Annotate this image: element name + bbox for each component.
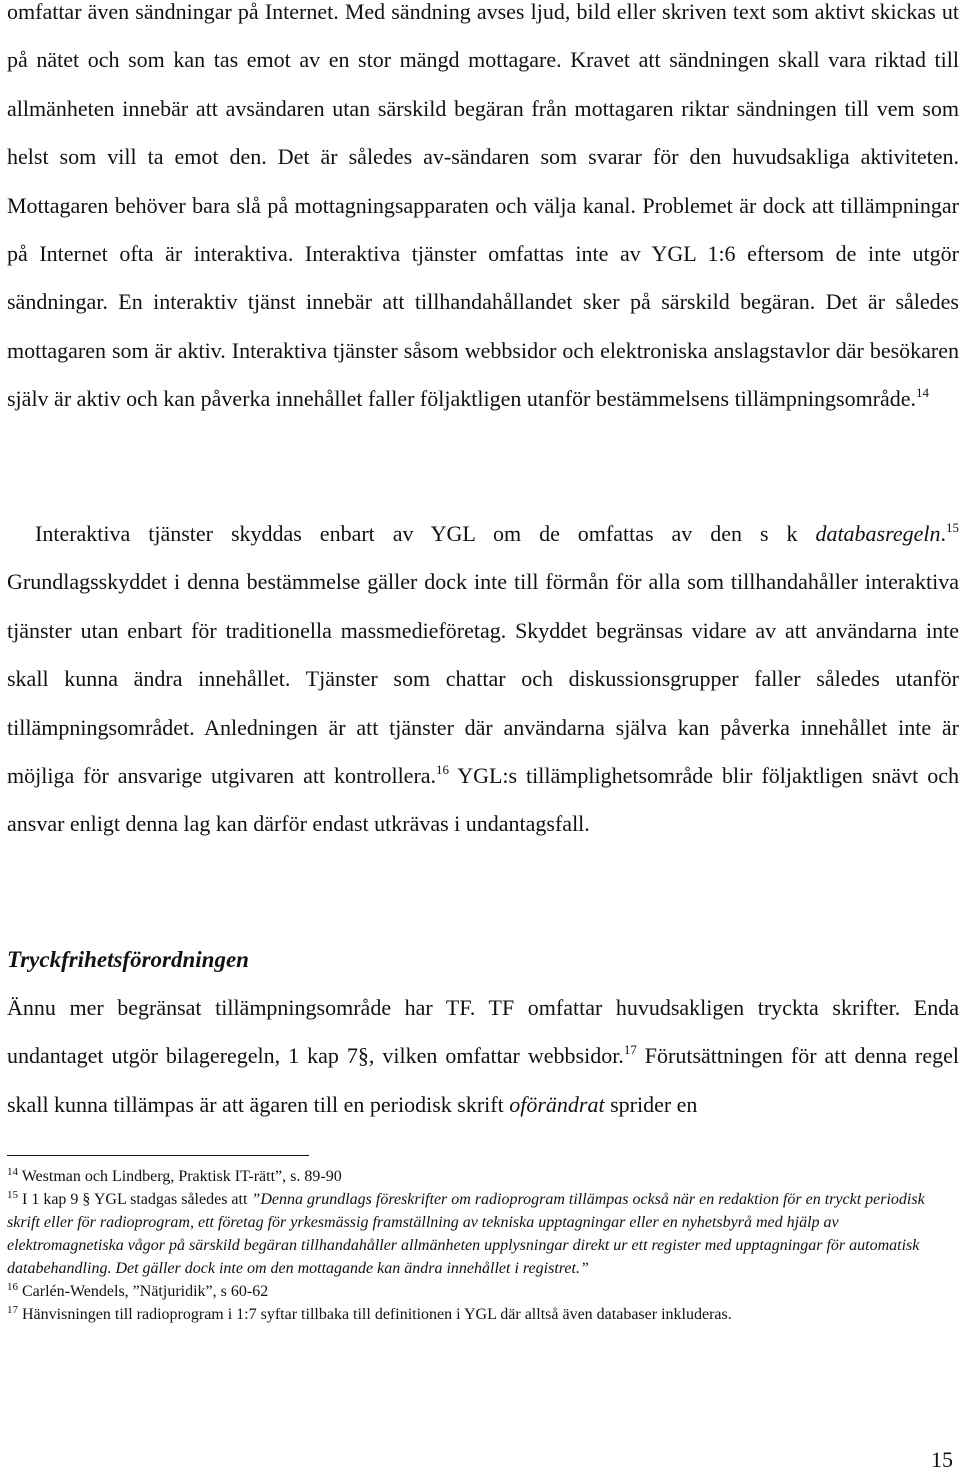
footnote-number: 17 — [7, 1304, 18, 1316]
footnote-text: Westman och Lindberg, Praktisk IT-rätt”, s. 89-90 — [21, 1168, 342, 1185]
footnote — [7, 1280, 952, 1303]
page-number: 15 — [931, 1447, 953, 1472]
footnote-quote: ”Denna grundlags föreskrifter om radioprogram tillämpas också när en redaktion för en tryckt periodisk skrift eller för radioprogram, ett företag för yrkesmässig framställning av tekniska upptagningar eller en nyhetsbyrå med hjälp av elektromagnetiska vågor på särskild begäran tillhandahåller allmänheten upplysningar direkt ur ett register med upptagningar för automatisk databehandling. Det gäller dock inte om den mottagande kan ändra innehållet i registret.” — [7, 1191, 925, 1277]
footnote — [7, 1165, 952, 1188]
footnote-reference: 15 — [946, 520, 959, 535]
body-paragraph — [7, 510, 959, 849]
paragraph-text: Ännu mer begränsat tillämpningsområde har TF. TF omfattar huvudsakligen tryckta skrifter. Enda undantaget utgör bilageregeln, 1 kap 7§, vilken omfattar webbsidor. — [7, 995, 959, 1069]
paragraph-text: sprider en — [604, 1091, 698, 1117]
footnote-reference: 14 — [916, 385, 930, 401]
paragraph-text: Interaktiva tjänster skyddas enbart av YGL om de omfattas av den s k — [35, 521, 816, 546]
footnote — [7, 1303, 952, 1326]
italic-term: oförändrat — [509, 1091, 605, 1117]
footnotes — [7, 1165, 952, 1326]
footnote-text: Hänvisningen till radioprogram i 1:7 syftar tillbaka till definitionen i YGL där alltså även databaser inkluderas. — [22, 1306, 732, 1323]
paragraph-text: omfattar även sändningar på Internet. Med sändning avses ljud, bild eller skriven text som aktivt skickas ut på nätet och som kan tas emot av en stor mängd mottagare. Kravet att sändningen skall vara riktad till allmänheten innebär att avsändaren utan särskild begäran från mottagaren riktar sändningen till vem som helst som vill ta emot den. Det är således av-sändaren som svarar för den huvudsakliga aktiviteten. Mottagaren behöver bara slå på mottagningsapparaten och välja kanal. Problemet är dock att tillämpningar på Internet ofta är interaktiva. Interaktiva tjänster omfattas inte av YGL 1:6 eftersom de inte utgör sändningar. En interaktiv tjänst innebär att tillhandahållandet sker på särskild begäran. Det är således mottagaren som är aktiv. Interaktiva tjänster såsom webbsidor och elektroniska anslagstavlor där besökaren själv är aktiv och kan påverka innehållet faller följaktligen utanför bestämmelsens tillämpningsområde. — [7, 0, 959, 412]
footnote-text: Carlén-Wendels, ”Nätjuridik”, s 60-62 — [22, 1283, 269, 1300]
paragraph-text: . — [940, 521, 946, 546]
footnote-separator — [7, 1155, 309, 1156]
footnote-number: 14 — [7, 1166, 18, 1178]
body-paragraph — [7, 0, 959, 424]
section-heading: Tryckfrihetsförordningen — [7, 947, 249, 972]
italic-term: databasregeln — [815, 521, 941, 546]
paragraph-text: Grundlagsskyddet i denna bestämmelse gäller dock inte till förmån för alla som tillhandahåller interaktiva tjänster utan enbart för traditionella massmedieföretag. Skyddet begränsas vidare av att användarna inte skall kunna ändra innehållet. Tjänster som chattar och diskussionsgrupper faller således utanför tillämpningsområdet. Anledningen är att tjänster där användarna själva kan påverka innehållet inte är möjliga för ansvarige utgivaren att kontrollera. — [7, 569, 959, 789]
footnote — [7, 1188, 952, 1280]
footnote-reference: 16 — [436, 762, 450, 778]
paragraph-text: YGL:s tillämplighetsområde blir följaktligen snävt och ansvar enligt denna lag kan därför endast utkrävas i undantagsfall. — [7, 763, 959, 837]
paragraph-text: Förutsättningen för att denna regel skall kunna tillämpas är att ägaren till en periodisk skrift — [7, 1043, 959, 1117]
body-paragraph — [7, 984, 959, 1129]
footnote-number: 16 — [7, 1281, 18, 1293]
footnote-text: I 1 kap 9 § YGL stadgas således att — [22, 1191, 252, 1208]
footnote-number: 15 — [7, 1189, 18, 1201]
footnote-reference: 17 — [623, 1042, 637, 1058]
